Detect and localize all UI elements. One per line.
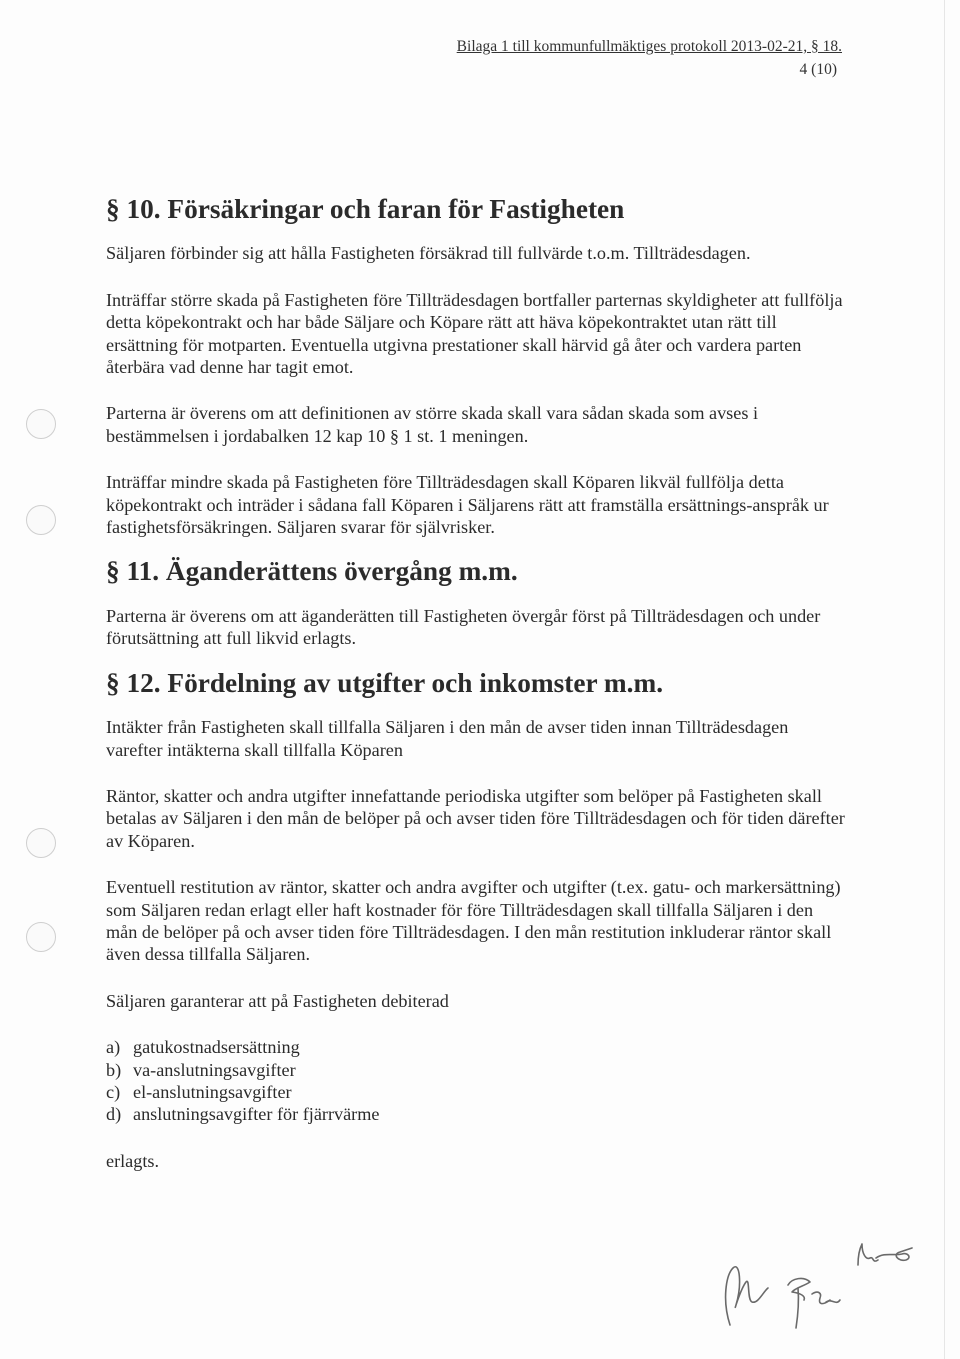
fee-list [106,1036,846,1126]
paragraph: Inträffar större skada på Fastigheten före Tillträdesdagen bortfaller parternas skyldigheter att fullfölja detta köpekontrakt och har både Säljare och Köpare rätt att häva köpekontraktet utan rätt till ersättning för motparten. Eventuella utgivna prestationer skall härvid gå åter och vardera parten återbära vad denne har tagit emot. [106,289,843,378]
protocol-reference: Bilaga 1 till kommunfullmäktiges protokoll 2013-02-21, § 18. [456,38,842,55]
list-item [106,1059,846,1081]
paragraph: Inträffar mindre skada på Fastigheten före Tillträdesdagen skall Köparen likväl fullfölja detta köpekontrakt och inträder i sådana fall Köparen i Säljarens rätt att framställa ersättnings-anspråk ur fastighetsförsäkringen. Säljaren svarar för självrisker. [106,472,829,538]
punch-hole [26,828,56,858]
section-10-heading: § 10. Försäkringar och faran för Fastigheten [106,194,625,224]
section-12-heading: § 12. Fördelning av utgifter och inkomster m.m. [106,667,664,698]
list-item [106,1081,846,1103]
list-item-text: anslutningsavgifter för fjärrvärme [133,1104,380,1125]
list-marker: d) [106,1104,122,1125]
paragraph: Eventuell restitution av räntor, skatter och andra avgifter och utgifter (t.ex. gatu- och markersättning) som Säljaren redan erlagt eller haft kostnader för före Tillträdesdagen skall tillfalla Säljaren i den mån de belöper på och avser tiden före Tillträdesdagen. I den mån restitution inkluderar räntor skall även dessa tillfalla Säljaren. [106,877,841,965]
list-item-text: gatukostnadsersättning [133,1037,300,1058]
punch-hole [26,922,56,952]
closing-text: erlagts. [106,1150,160,1171]
punch-hole [26,409,56,439]
paragraph: Parterna är överens om att definitionen av större skada skall vara sådan skada som avses i bestämmelsen i jordabalken 12 kap 10 § 1 st. 1 meningen. [106,403,759,446]
paragraph: Säljaren garanterar att på Fastigheten debiterad [106,990,449,1011]
paragraph: Säljaren förbinder sig att hålla Fastigheten försäkrad till fullvärde t.o.m. Tillträdesdagen. [106,243,751,264]
paragraph: Parterna är överens om att äganderätten till Fastigheten övergår först på Tillträdesdagen och under förutsättning att full likvid erlagts. [106,605,821,649]
margin-line [944,0,945,1359]
list-marker: a) [106,1037,121,1058]
page-number: 4 (10) [799,61,837,78]
paragraph: Räntor, skatter och andra utgifter innefattande periodiska utgifter som belöper på Fastigheten skall betalas av Säljaren i den mån de belöper på och avser tiden före Tillträdesdagen och för tiden därefter av Köparen. [106,785,845,851]
list-marker: b) [106,1059,122,1080]
list-marker: c) [106,1081,121,1102]
list-item [106,1103,846,1125]
document-body [106,194,846,1172]
paragraph: Intäkter från Fastigheten skall tillfalla Säljaren i den mån de avser tiden innan Tillträdesdagen varefter intäkterna skall tillfalla Köparen [106,717,789,760]
section-11-heading: § 11. Äganderättens övergång m.m. [106,556,518,587]
list-item [106,1036,846,1058]
punch-hole [26,505,56,535]
list-item-text: va-anslutningsavgifter [133,1059,296,1080]
list-item-text: el-anslutningsavgifter [133,1081,292,1102]
signature-initials [700,1230,930,1330]
